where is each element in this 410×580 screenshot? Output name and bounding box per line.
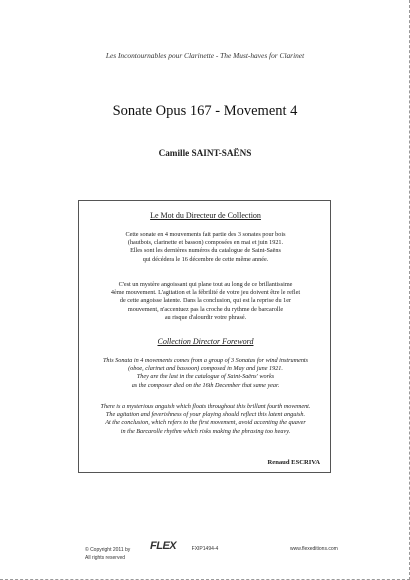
signature: Renaud ESCRIVA	[267, 459, 320, 466]
text-line: de cette angoisse latente. Dans la conclusion, qui est la reprise du 1er	[119, 297, 292, 305]
foreword-heading-fr: Le Mot du Directeur de Collection	[150, 211, 261, 220]
foreword-heading-en: Collection Director Foreword	[157, 337, 254, 346]
foreword-box	[78, 200, 331, 473]
text-line: C'est un mystère angoissant qui plane tout au long de ce brillantissime	[118, 281, 293, 288]
text-line: au risque d'alourdir votre phrasé.	[164, 313, 247, 321]
copyright-notice	[85, 546, 130, 562]
flex-logo-icon: FLEX	[150, 540, 177, 552]
text-line: They are the last in the catalogue of Saint-Saëns' works	[136, 373, 275, 381]
rights-text: All rights reserved	[85, 555, 126, 561]
copyright-text: © Copyright 2011 by	[85, 547, 131, 553]
text-line: (hautbois, clarinette et basson) composées en mai et juin 1921.	[127, 239, 284, 247]
text-line: Elles sont les dernières numéros du catalogue de Saint-Saëns	[130, 247, 281, 255]
series-title: Les Incontournables pour Clarinette - The Must-haves for Clarinet	[105, 51, 305, 60]
text-line: as the composer died on the 16th December that same year.	[131, 381, 280, 389]
text-line: The agitation and feverishness of your playing should reflect this latent anguish.	[105, 411, 306, 419]
website-link[interactable]: www.flexeditions.com	[290, 546, 338, 552]
foreword-paragraph-en-2	[85, 403, 326, 436]
text-line: in the Barcarolle rhythm which risks making the phrasing too heavy.	[120, 427, 291, 435]
text-line: mouvement, n'accentuez pas la croche du rythme de barcarolle	[127, 305, 284, 313]
text-line: 4ème mouvement. L'agitation et la fébrilité de votre jeu doivent être le reflet	[110, 289, 301, 297]
catalogue-code: FXIP1494-4	[191, 546, 219, 552]
composer-name: Camille SAINT-SAËNS	[158, 148, 252, 158]
foreword-paragraph-fr-2	[85, 281, 326, 322]
text-line: At the conclusion, which refers to the first movement, avoid accenting the quaver	[105, 419, 306, 427]
foreword-paragraph-fr-1	[85, 231, 326, 264]
footer	[0, 540, 410, 570]
piece-title: Sonate Opus 167 - Movement 4	[112, 103, 298, 119]
text-line: This Sonata in 4 movements comes from a group of 3 Sonatas for wind instruments	[102, 357, 309, 364]
text-line: There is a mysterious anguish which floats throughout this brillant fourth movement.	[100, 403, 311, 410]
text-line: Cette sonate en 4 mouvements fait partie des 3 sonates pour bois	[125, 231, 286, 238]
foreword-paragraph-en-1	[85, 357, 326, 390]
text-line: (oboe, clarinet and bassoon) composed in May and june 1921.	[128, 365, 283, 373]
text-line: qui décédera le 16 décembre de cette même année.	[142, 255, 269, 263]
